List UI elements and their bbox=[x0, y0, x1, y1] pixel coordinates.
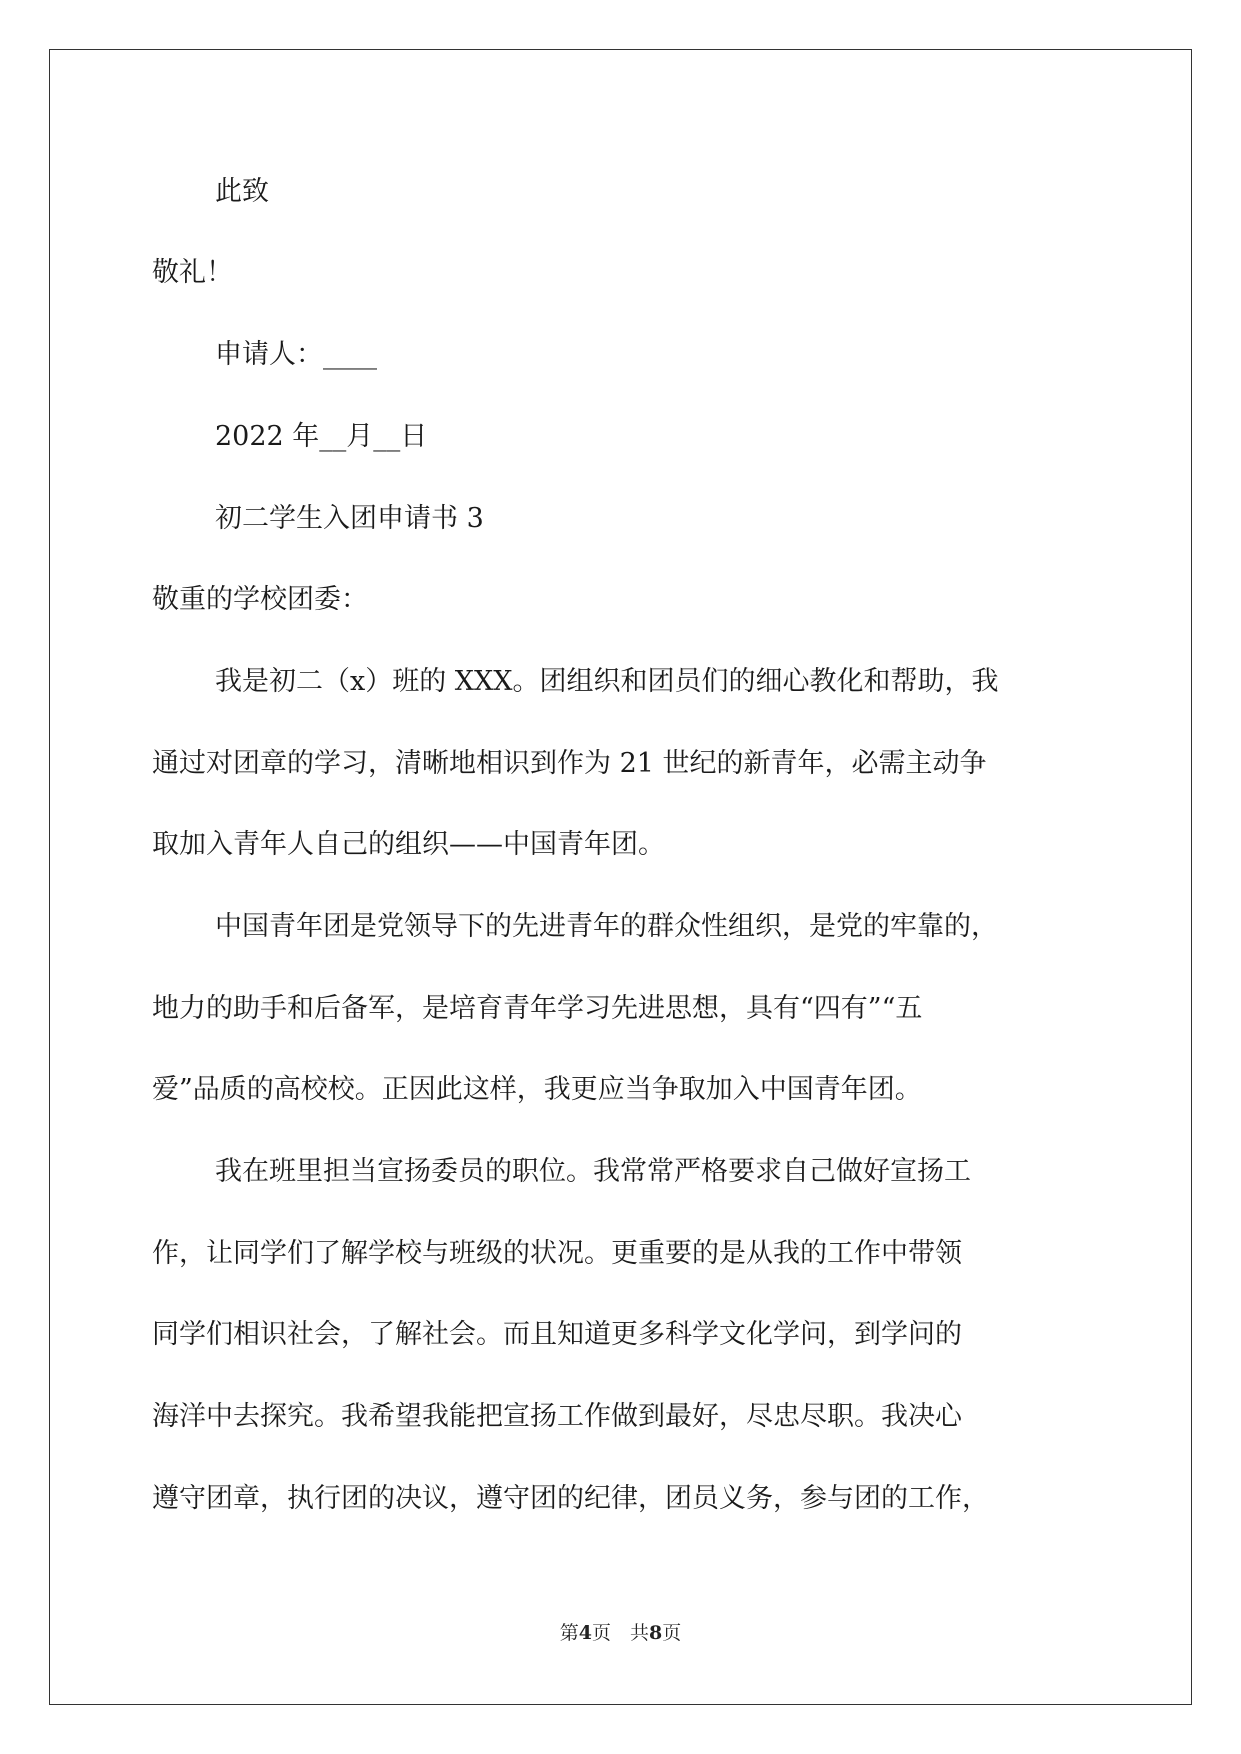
paragraph-3-line-2: 作，让同学们了解学校与班级的状况。更重要的是从我的工作中带领 bbox=[152, 1238, 962, 1269]
paragraph-3-line-4: 海洋中去探究。我希望我能把宣扬工作做到最好，尽忠尽职。我决心 bbox=[152, 1401, 962, 1432]
paragraph-3-line-3: 同学们相识社会，了解社会。而且知道更多科学文化学问，到学问的 bbox=[152, 1319, 962, 1350]
date-line: 2022 年__月__日 bbox=[215, 421, 428, 452]
paragraph-2-line-1: 中国青年团是党领导下的先进青年的群众性组织，是党的牢靠的， bbox=[215, 911, 998, 942]
paragraph-2-line-3: 爱”品质的高校校。正因此这样，我更应当争取加入中国青年团。 bbox=[152, 1074, 922, 1105]
page-total: 8 bbox=[649, 1622, 663, 1644]
paragraph-1-line-3: 取加入青年人自己的组织——中国青年团。 bbox=[152, 829, 665, 860]
document-title: 初二学生入团申请书 3 bbox=[215, 503, 484, 534]
paragraph-1-line-2: 通过对团章的学习，清晰地相识到作为 21 世纪的新青年，必需主动争 bbox=[152, 748, 987, 779]
applicant-line: 申请人：____ bbox=[215, 339, 377, 370]
paragraph-1-line-1: 我是初二（x）班的 XXX。团组织和团员们的细心教化和帮助，我 bbox=[215, 666, 999, 697]
paragraph-3-line-1: 我在班里担当宣扬委员的职位。我常常严格要求自己做好宣扬工 bbox=[215, 1156, 971, 1187]
salute-line: 敬礼！ bbox=[152, 257, 233, 288]
greeting-line: 敬重的学校团委： bbox=[152, 584, 368, 615]
page-suffix: 页 bbox=[662, 1622, 682, 1644]
page-mid: 页 共 bbox=[591, 1622, 649, 1644]
closing-line: 此致 bbox=[215, 176, 269, 207]
page-border bbox=[49, 49, 1192, 1705]
paragraph-3-line-5: 遵守团章，执行团的决议，遵守团的纪律，团员义务，参与团的工作， bbox=[152, 1483, 989, 1514]
paragraph-2-line-2: 地力的助手和后备军，是培育青年学习先进思想，具有“四有”“五 bbox=[152, 993, 923, 1024]
page-prefix: 第 bbox=[559, 1622, 579, 1644]
page-current: 4 bbox=[578, 1622, 592, 1644]
page-number-footer bbox=[0, 1618, 1241, 1645]
